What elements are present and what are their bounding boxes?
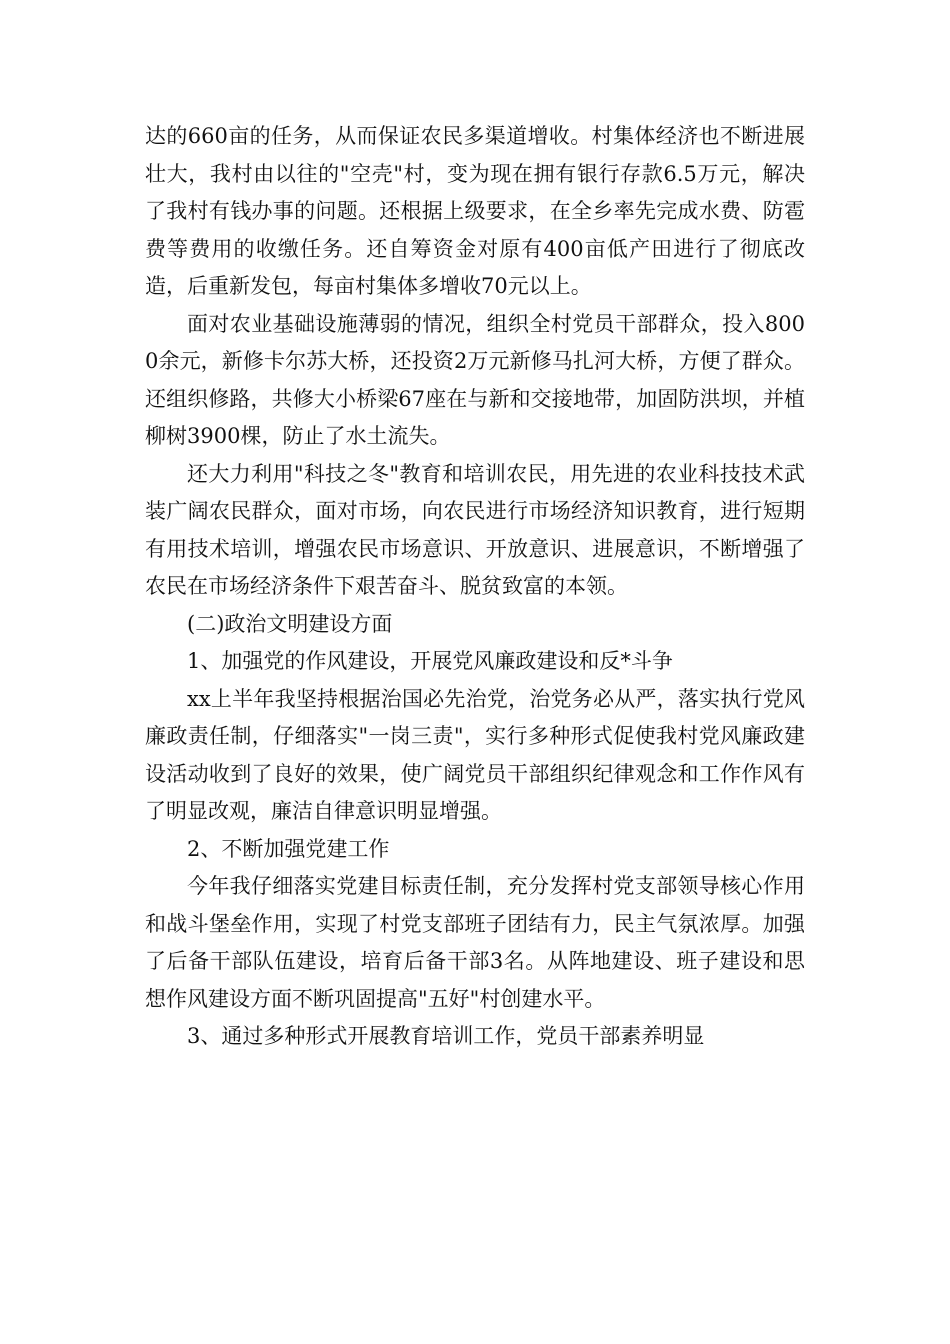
paragraph-1: 达的660亩的任务，从而保证农民多渠道增收。村集体经济也不断进展壮大，我村由以往的"空壳"村，变为现在拥有银行存款6.5万元，解决了我村有钱办事的问题。还根据上级要求，在全乡率先完成水费、防雹费等费用的收缴任务。还自筹资金对原有400亩低产田进行了彻底改造，后重新发包，每亩村集体多增收70元以上。 — [145, 124, 805, 298]
subheading-3: 3、通过多种形式开展教育培训工作，党员干部素养明显 — [187, 1024, 705, 1048]
subheading-2: 2、不断加强党建工作 — [187, 836, 390, 861]
paragraph-3: 还大力利用"科技之冬"教育和培训农民，用先进的农业科技技术武装广阔农民群众，面对市场，向农民进行市场经济知识教育，进行短期有用技术培训，增强农民市场意识、开放意识、进展意识，不断增强了农民在市场经济条件下艰苦奋斗、脱贫致富的本领。 — [145, 461, 805, 598]
subheading-1: 1、加强党的作风建设，开展党风廉政建设和反*斗争 — [187, 649, 673, 673]
section-heading-political: (二)政治文明建设方面 — [187, 611, 393, 636]
document-body — [145, 118, 805, 1056]
paragraph-2: 面对农业基础设施薄弱的情况，组织全村党员干部群众，投入8000余元，新修卡尔苏大桥，还投资2万元新修马扎河大桥，方便了群众。还组织修路，共修大小桥梁67座在与新和交接地带，加固防洪坝，并植柳树3900棵，防止了水土流失。 — [145, 311, 805, 448]
paragraph-5: 今年我仔细落实党建目标责任制，充分发挥村党支部领导核心作用和战斗堡垒作用，实现了村党支部班子团结有力，民主气氛浓厚。加强了后备干部队伍建设，培育后备干部3名。从阵地建设、班子建设和思想作风建设方面不断巩固提高"五好"村创建水平。 — [145, 874, 805, 1011]
paragraph-4: xx上半年我坚持根据治国必先治党，治党务必从严，落实执行党风廉政责任制，仔细落实"一岗三责"，实行多种形式促使我村党风廉政建设活动收到了良好的效果，使广阔党员干部组织纪律观念和工作作风有了明显改观，廉洁自律意识明显增强。 — [145, 686, 805, 823]
